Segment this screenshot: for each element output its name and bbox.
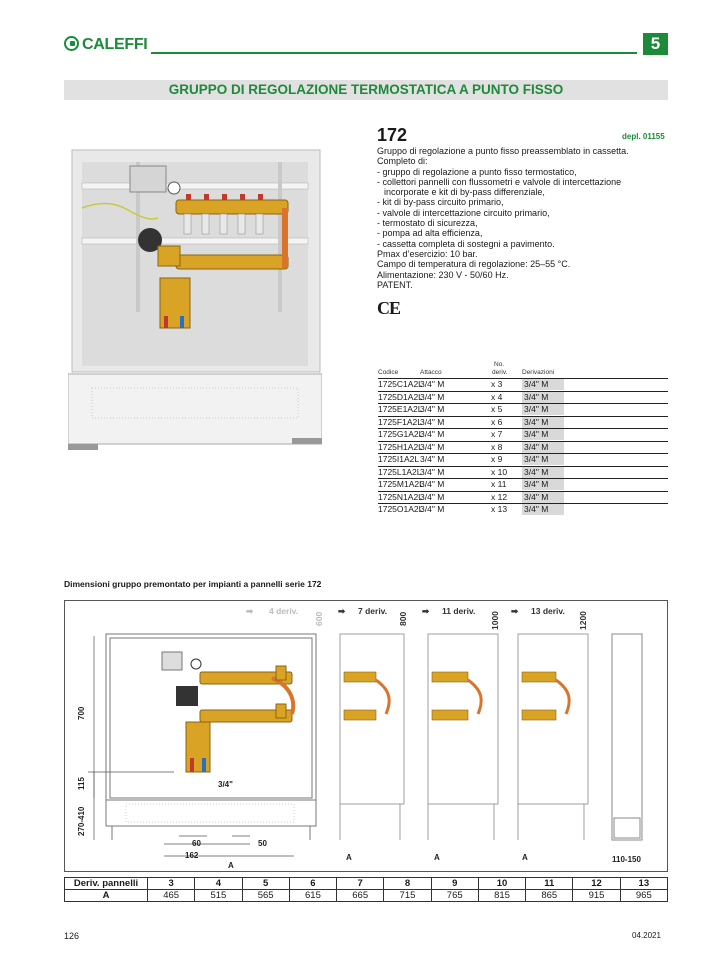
cell-deriv: 5 — [242, 878, 289, 890]
table-row — [378, 466, 668, 479]
desc-line: - kit di by-pass circuito primario, — [377, 197, 504, 208]
variant-label: 7 deriv. — [358, 606, 388, 616]
table-row — [378, 378, 668, 391]
col-header-code: Codice — [378, 369, 399, 376]
cell-code: 1725O1A2L — [378, 504, 424, 514]
cell-A: 915 — [573, 890, 620, 902]
cell-nderiv: x 5 — [491, 404, 503, 414]
cell-derivazioni: 3/4" M — [522, 392, 564, 403]
cell-deriv: 11 — [526, 878, 573, 890]
row-label-A: A — [65, 890, 148, 902]
cell-attacco: 3/4" M — [420, 404, 445, 414]
cell-attacco: 3/4" M — [420, 479, 445, 489]
cell-deriv: 8 — [384, 878, 431, 890]
cell-attacco: 3/4" M — [420, 491, 445, 502]
cell-code: 1725M1A2L — [378, 479, 424, 489]
caleffi-logo — [64, 36, 147, 54]
cell-attacco: 3/4" M — [420, 429, 445, 439]
cell-code: 1725C1A2L — [378, 379, 423, 389]
cell-derivazioni: 3/4" M — [522, 454, 564, 465]
cell-nderiv: x 6 — [491, 416, 503, 427]
desc-line: - pompa ad alta efficienza, — [377, 228, 483, 239]
cell-derivazioni: 3/4" M — [522, 467, 564, 478]
desc-line: Alimentazione: 230 V - 50/60 Hz. — [377, 269, 509, 280]
table-row — [65, 878, 668, 890]
cell-A: 715 — [384, 890, 431, 902]
variant-height: 1200 — [578, 611, 588, 630]
brand-name: CALEFFI — [82, 36, 148, 53]
page-title-bar — [64, 80, 668, 100]
desc-line: Campo di temperatura di regolazione: 25–55 °C. — [377, 259, 571, 270]
cell-A: 965 — [620, 890, 667, 902]
desc-line: - collettori pannelli con flussometri e valvole di intercettazione — [377, 176, 622, 187]
section-number: 5 — [643, 33, 668, 55]
dim-label-A: A — [522, 853, 528, 862]
dim-label-115: 115 — [77, 777, 86, 790]
cell-code: 1725D1A2L — [378, 391, 423, 402]
cell-derivazioni: 3/4" M — [522, 404, 564, 415]
cell-A: 665 — [337, 890, 384, 902]
cell-attacco: 3/4" M — [420, 379, 445, 389]
table-row — [378, 478, 668, 491]
desc-line: Gruppo di regolazione a punto fisso preassemblato in cassetta. — [377, 146, 629, 156]
cell-attacco: 3/4" M — [420, 466, 445, 477]
cell-code: 1725G1A2L — [378, 429, 424, 439]
cell-derivazioni: 3/4" M — [522, 417, 564, 428]
cell-nderiv: x 13 — [491, 504, 508, 514]
row-label-deriv: Deriv. pannelli — [65, 878, 148, 890]
cell-deriv: 13 — [620, 878, 667, 890]
cell-A: 515 — [195, 890, 242, 902]
product-code: 172 — [377, 125, 408, 145]
desc-line: - valvole di intercettazione circuito primario, — [377, 207, 550, 218]
deriv-table — [64, 877, 668, 902]
arrow-icon: ➡ — [511, 606, 519, 616]
cell-deriv: 4 — [195, 878, 242, 890]
cell-A: 765 — [431, 890, 478, 902]
cell-code: 1725F1A2L — [378, 416, 422, 427]
variant-label: 11 deriv. — [442, 606, 476, 616]
cell-deriv: 6 — [289, 878, 336, 890]
variant-height: 600 — [314, 611, 324, 626]
cell-nderiv: x 11 — [491, 479, 507, 489]
cell-nderiv: x 3 — [491, 379, 503, 389]
code-table-body — [378, 378, 668, 516]
cell-attacco: 3/4" M — [420, 454, 445, 464]
cell-code: 1725E1A2L — [378, 404, 423, 414]
desc-line: Pmax d’esercizio: 10 bar. — [377, 248, 478, 259]
cell-nderiv: x 8 — [491, 441, 503, 452]
cell-deriv: 3 — [148, 878, 195, 890]
desc-line: - termostato di sicurezza, — [377, 218, 478, 229]
cell-attacco: 3/4" M — [420, 441, 445, 452]
arrow-icon: ➡ — [246, 606, 254, 616]
table-row — [378, 491, 668, 504]
ce-mark: CE — [377, 298, 401, 318]
table-row — [378, 428, 668, 441]
col-header-nderiv-1: No. — [494, 361, 505, 368]
table-row — [378, 503, 668, 516]
product-description — [377, 146, 667, 290]
variant-height: 1000 — [490, 611, 500, 630]
table-row — [65, 890, 668, 902]
cell-deriv: 10 — [478, 878, 525, 890]
cell-attacco: 3/4" M — [420, 504, 445, 514]
dim-label-depth: 110-150 — [612, 855, 641, 864]
cell-deriv: 12 — [573, 878, 620, 890]
col-header-derivazioni: Derivazioni — [522, 369, 555, 376]
cell-code: 1725N1A2L — [378, 491, 423, 502]
arrow-icon: ➡ — [422, 606, 430, 616]
cell-attacco: 3/4" M — [420, 416, 445, 427]
table-row — [378, 391, 668, 404]
cell-derivazioni: 3/4" M — [522, 429, 564, 440]
cell-derivazioni: 3/4" M — [522, 504, 564, 515]
cell-derivazioni: 3/4" M — [522, 379, 564, 390]
table-row — [378, 416, 668, 429]
dim-label-162: 162 — [185, 851, 199, 860]
col-header-attacco: Attacco — [420, 369, 442, 376]
dim-label-A: A — [346, 853, 352, 862]
cell-derivazioni: 3/4" M — [522, 479, 564, 490]
dim-label-270: 270-410 — [77, 806, 86, 836]
cell-derivazioni: 3/4" M — [522, 492, 564, 503]
cell-deriv: 7 — [337, 878, 384, 890]
dimensions-title: Dimensioni gruppo premontato per impianti a pannelli serie 172 — [64, 579, 322, 589]
dim-label-60: 60 — [192, 839, 201, 848]
cell-nderiv: x 4 — [491, 391, 503, 402]
dim-label-700: 700 — [77, 706, 86, 720]
cell-A: 815 — [478, 890, 525, 902]
dim-label-conn: 3/4" — [218, 780, 233, 789]
cell-derivazioni: 3/4" M — [522, 442, 564, 453]
dim-label-50: 50 — [258, 839, 267, 848]
desc-line: PATENT. — [377, 279, 413, 290]
cell-A: 465 — [148, 890, 195, 902]
arrow-icon: ➡ — [338, 606, 346, 616]
product-photo — [68, 148, 322, 456]
desc-line: - gruppo di regolazione a punto fisso termostatico, — [377, 166, 577, 177]
cell-code: 1725I1A2L — [378, 454, 420, 464]
cell-nderiv: x 9 — [491, 454, 503, 464]
desc-line: incorporate e kit di by-pass differenziale, — [384, 187, 545, 198]
cell-nderiv: x 12 — [491, 491, 508, 502]
variant-label: 13 deriv. — [531, 606, 565, 616]
cell-code: 1725L1A2L — [378, 466, 422, 477]
table-row — [378, 403, 668, 416]
dimensions-drawing — [64, 600, 668, 872]
desc-line: Completo di: — [377, 156, 428, 167]
table-row — [378, 453, 668, 466]
leaflet-ref: depl. 01155 — [622, 132, 665, 141]
table-row — [378, 441, 668, 454]
dim-label-A: A — [228, 861, 234, 870]
cell-nderiv: x 10 — [491, 466, 508, 477]
variant-height: 800 — [398, 611, 408, 626]
desc-line: - cassetta completa di sostegni a pavimento. — [377, 238, 555, 249]
page-number: 126 — [64, 931, 80, 941]
cell-attacco: 3/4" M — [420, 391, 445, 402]
cell-A: 865 — [526, 890, 573, 902]
cell-code: 1725H1A2L — [378, 441, 423, 452]
header-rule — [151, 52, 637, 54]
cell-nderiv: x 7 — [491, 429, 503, 439]
col-header-nderiv-2: deriv. — [492, 369, 508, 376]
code-table — [378, 358, 668, 516]
code-table-header — [378, 358, 668, 378]
variant-label: 4 deriv. — [269, 606, 299, 616]
dim-label-A: A — [434, 853, 440, 862]
edition-date: 04.2021 — [632, 931, 661, 940]
cell-A: 565 — [242, 890, 289, 902]
logo-mark-icon — [64, 36, 79, 51]
cell-deriv: 9 — [431, 878, 478, 890]
cell-A: 615 — [289, 890, 336, 902]
page-title: GRUPPO DI REGOLAZIONE TERMOSTATICA A PUNTO FISSO — [168, 82, 564, 97]
